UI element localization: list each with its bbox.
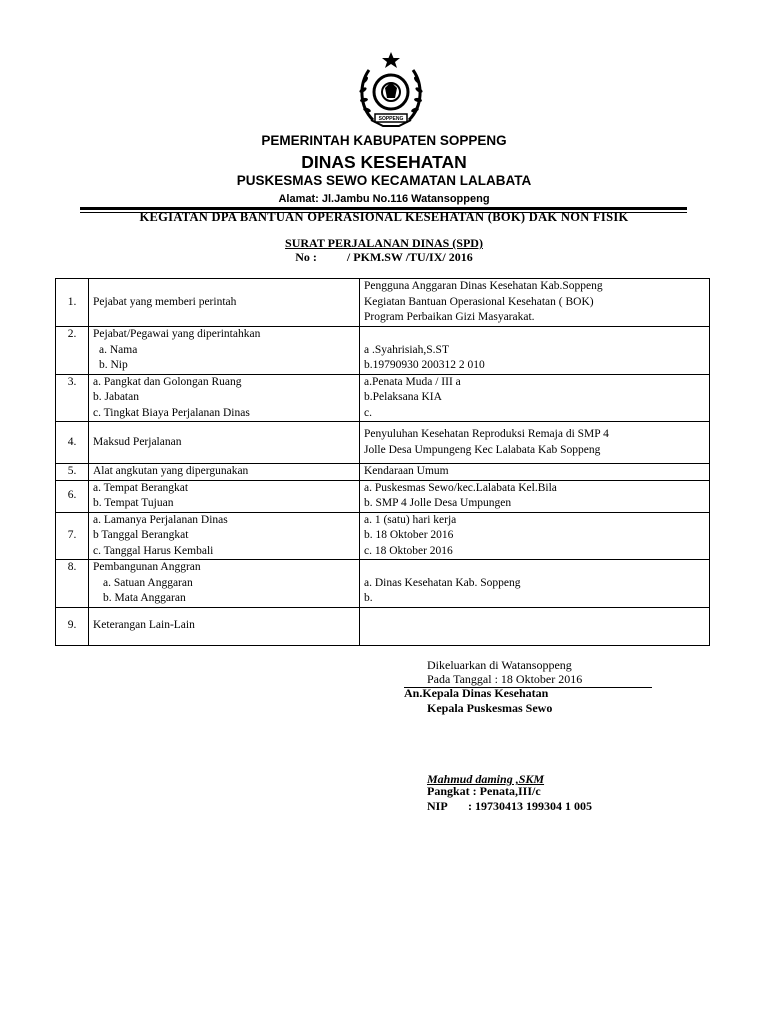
row-label: Keterangan Lain-Lain (89, 607, 360, 645)
signatory-position: Kepala Puskesmas Sewo (427, 701, 553, 715)
table-row (56, 480, 710, 512)
signatory-nip: NIP : 19730413 199304 1 005 (427, 799, 592, 813)
emblem-ribbon-text: SOPPENG (378, 116, 404, 122)
row-value: Pengguna Anggaran Dinas Kesehatan Kab.Soppeng Kegiatan Bantuan Operasional Kesehatan ( BOK) Program Perbaikan Gizi Masyarakat. (360, 279, 710, 327)
table-row (56, 279, 710, 327)
row-label: a. Pangkat dan Golongan Ruang b. Jabatan c. Tingkat Biaya Perjalanan Dinas (89, 374, 360, 422)
signatory-on-behalf: An.Kepala Dinas Kesehatan (404, 686, 549, 700)
table-row (56, 512, 710, 560)
row-value: a. Puskesmas Sewo/kec.Lalabata Kel.Bila b. SMP 4 Jolle Desa Umpungen (360, 480, 710, 512)
row-number: 2. (56, 327, 89, 375)
row-label: Maksud Perjalanan (89, 422, 360, 464)
spd-table (55, 278, 710, 646)
row-number: 3. (56, 374, 89, 422)
soppeng-emblem-icon (355, 50, 427, 136)
row-value: Kendaraan Umum (360, 464, 710, 481)
row-number: 6. (56, 480, 89, 512)
row-number: 7. (56, 512, 89, 560)
row-label: Pejabat/Pegawai yang diperintahkan a. Nama b. Nip (89, 327, 360, 375)
table-row (56, 422, 710, 464)
puskesmas-name: PUSKESMAS SEWO KECAMATAN LALABATA (236, 173, 532, 188)
table-row (56, 327, 710, 375)
activity-title: KEGIATAN DPA BANTUAN OPERASIONAL KESEHATAN (BOK) DAK NON FISIK (139, 210, 629, 224)
row-number: 9. (56, 607, 89, 645)
table-row (56, 560, 710, 608)
row-value (360, 607, 710, 645)
row-value: a .Syahrisiah,S.ST b.19790930 200312 2 010 (360, 327, 710, 375)
issued-date: Pada Tanggal : 18 Oktober 2016 (427, 672, 583, 686)
row-value: Penyuluhan Kesehatan Reproduksi Remaja di SMP 4 Jolle Desa Umpungeng Kec Lalabata Kab Soppeng (360, 422, 710, 464)
row-label: Pejabat yang memberi perintah (89, 279, 360, 327)
row-label: a. Tempat Berangkat b. Tempat Tujuan (89, 480, 360, 512)
row-value: a. Dinas Kesehatan Kab. Soppeng b. (360, 560, 710, 608)
signatory-name: Mahmud daming ,SKM (427, 772, 545, 786)
row-number: 4. (56, 422, 89, 464)
agency-name: DINAS KESEHATAN (301, 152, 467, 172)
row-label: Alat angkutan yang dipergunakan (89, 464, 360, 481)
document-title: SURAT PERJALANAN DINAS (SPD) (285, 236, 483, 250)
address: Alamat: Jl.Jambu No.116 Watansoppeng (278, 193, 490, 205)
table-row (56, 607, 710, 645)
table-row (56, 464, 710, 481)
issued-place: Dikeluarkan di Watansoppeng (427, 658, 572, 672)
document-number: No : / PKM.SW /TU/IX/ 2016 (295, 250, 473, 264)
row-value: a.Penata Muda / III a b.Pelaksana KIA c. (360, 374, 710, 422)
row-label: Pembangunan Anggran a. Satuan Anggaran b. Mata Anggaran (89, 560, 360, 608)
row-number: 8. (56, 560, 89, 608)
row-label: a. Lamanya Perjalanan Dinas b Tanggal Berangkat c. Tanggal Harus Kembali (89, 512, 360, 560)
row-number: 5. (56, 464, 89, 481)
signatory-rank: Pangkat : Penata,III/c (427, 784, 541, 798)
government-name: PEMERINTAH KABUPATEN SOPPENG (261, 133, 507, 148)
table-row (56, 374, 710, 422)
row-number: 1. (56, 279, 89, 327)
row-value: a. 1 (satu) hari kerja b. 18 Oktober 2016 c. 18 Oktober 2016 (360, 512, 710, 560)
